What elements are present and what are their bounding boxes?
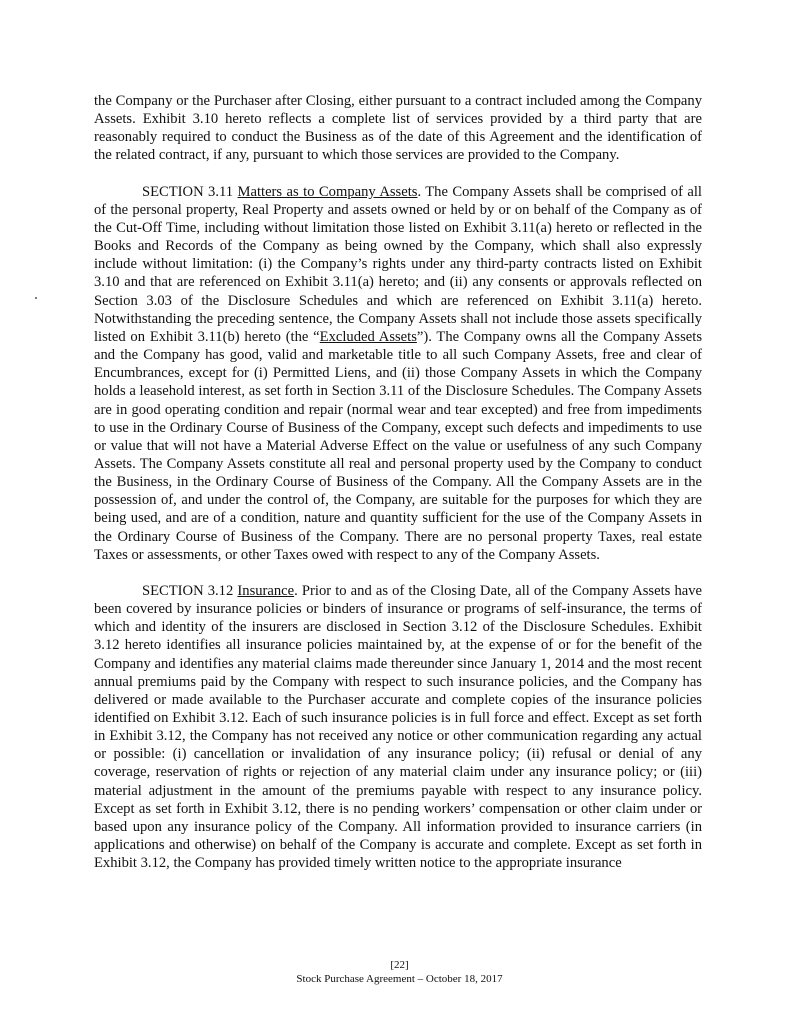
defined-term: Excluded Assets: [319, 328, 417, 345]
page-footer: [0, 958, 799, 986]
section-text-continued: ”). The Company owns all the Company Assets and the Company has good, valid and marketable title to all such Company Assets, free and clear of Encumbrances, except for (i) Permitted Liens, and (ii) those Company Assets in which the Company holds a leasehold interest, as set forth in Section 3.11 of the Disclosure Schedules. The Company Assets are in good operating condition and repair (normal wear and tear excepted) and free from impediments to use in the Ordinary Course of Business of the Company, except such defects and impediments to use or value that will not have a Material Adverse Effect on the value or usefulness of any such Company Assets. The Company Assets constitute all real and personal property used by the Company to conduct the Business, in the Ordinary Course of Business of the Company. All the Company Assets are in the possession of, and under the control of, the Company, are suitable for the purposes for which they are being used, and are of a condition, nature and quantity sufficient for the use of the Company Assets in the Ordinary Course of Business of the Company. There are no personal property Taxes, real estate Taxes or assessments, or other Taxes owed with respect to any of the Company Assets.: [94, 328, 702, 563]
section-number: SECTION 3.11: [142, 183, 234, 200]
section-text: . Prior to and as of the Closing Date, all of the Company Assets have been covered by insurance policies or binders of insurance or programs of self-insurance, the terms of which and identity of the insurers are disclosed in Section 3.12 of the Disclosure Schedules. Exhibit 3.12 hereto identifies all insurance policies maintained by, at the expense of or for the benefit of the Company and identifies any material claims made thereunder since January 1, 2014 and the most recent annual premiums paid by the Company with respect to such insurance policies, and the Company has delivered or made available to the Purchaser accurate and complete copies of the insurance policies identified on Exhibit 3.12. Each of such insurance policies is in full force and effect. Except as set forth in Exhibit 3.12, the Company has not received any notice or other communication regarding any actual or possible: (i) cancellation or invalidation of any insurance policy; (ii) refusal or denial of any coverage, reservation of rights or rejection of any material claim under any insurance policy; or (iii) material adjustment in the amount of the premiums payable with respect to any insurance policy. Except as set forth in Exhibit 3.12, there is no pending workers’ compensation or other claim under or based upon any insurance policy of the Company. All information provided to insurance carriers (in applications and otherwise) on behalf of the Company is accurate and complete. Except as set forth in Exhibit 3.12, the Company has provided timely written notice to the appropriate insurance: [94, 582, 702, 872]
section-heading: Insurance: [237, 582, 295, 599]
section-number: SECTION 3.12: [142, 582, 234, 599]
section-heading: Matters as to Company Assets: [237, 183, 418, 200]
section-3-11: [94, 183, 702, 564]
scan-speck: [35, 297, 37, 299]
document-title: Stock Purchase Agreement – October 18, 2017: [296, 973, 503, 985]
page-number: [22]: [390, 959, 409, 971]
paragraph-continuation: the Company or the Purchaser after Closing, either pursuant to a contract included among the Company Assets. Exhibit 3.10 hereto reflects a complete list of services provided by a third party that are reasonably required to conduct the Business as of the date of this Agreement and the identification of the related contract, if any, pursuant to which those services are provided to the Company.: [94, 93, 702, 164]
section-3-12: [94, 582, 702, 873]
document-body: [94, 92, 702, 890]
section-text: . The Company Assets shall be comprised of all of the personal property, Real Property and assets owned or held by or on behalf of the Company as of the Cut-Off Time, including without limitation those listed on Exhibit 3.11(a) hereto or reflected in the Books and Records of the Company as being owned by the Company, which shall also expressly include without limitation: (i) the Company’s rights under any third-party contracts listed on Exhibit 3.10 and that are referenced on Exhibit 3.11(a) hereto; and (ii) any consents or approvals reflected on Section 3.03 of the Disclosure Schedules and which are referenced on Exhibit 3.11(a) hereto. Notwithstanding the preceding sentence, the Company Assets shall not include those assets specifically listed on Exhibit 3.11(b) hereto (the “: [94, 183, 702, 345]
